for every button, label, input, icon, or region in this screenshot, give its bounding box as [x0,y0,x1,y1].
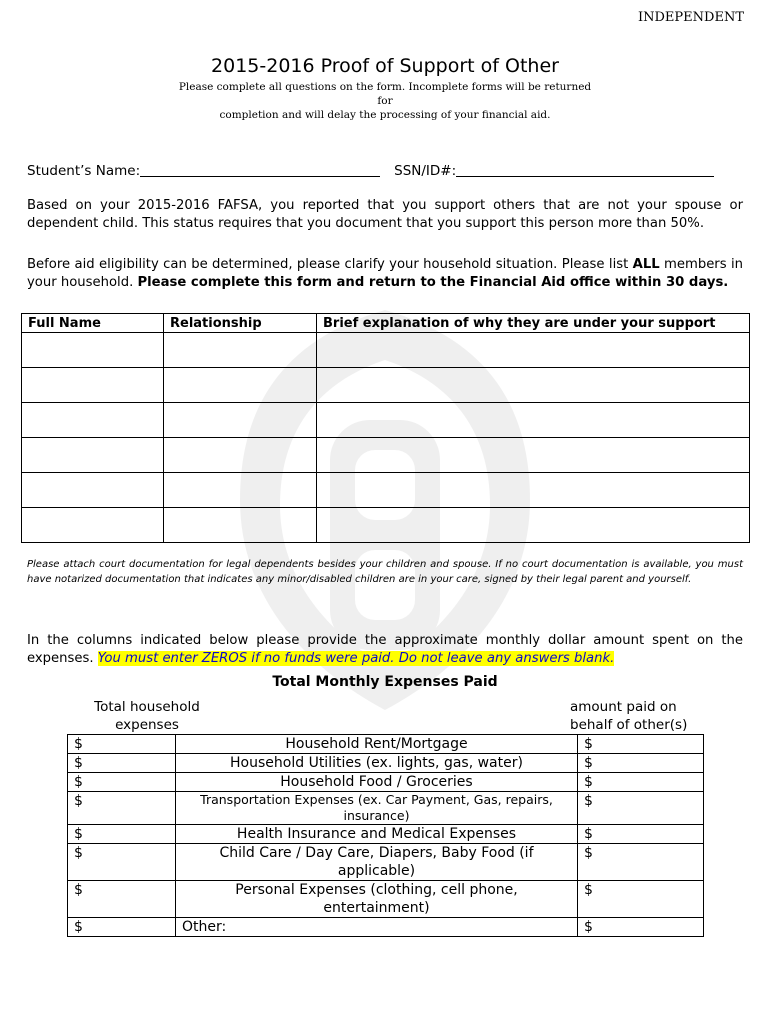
expense-label[interactable]: Other: [176,918,578,937]
explanation-cell[interactable] [317,403,750,438]
explanation-header: Brief explanation of why they are under your support [317,314,750,333]
instructions-subtitle [170,80,600,122]
explanation-cell[interactable] [317,508,750,543]
behalf-amount-cell[interactable]: $ [578,825,704,844]
relationship-header: Relationship [164,314,317,333]
independent-label: INDEPENDENT [638,10,744,25]
total-amount-cell[interactable]: $ [68,735,176,754]
expense-label: Child Care / Day Care, Diapers, Baby Food (if applicable) [176,844,578,881]
explanation-cell[interactable] [317,368,750,403]
full-name-cell[interactable] [22,438,164,473]
table-row [22,438,750,473]
expenses-table [67,734,704,937]
relationship-cell[interactable] [164,368,317,403]
expenses-title: Total Monthly Expenses Paid [272,674,498,690]
ssn-label: SSN/ID#: [394,163,457,179]
all-emphasis: ALL [632,257,660,272]
fafsa-paragraph: Based on your 2015-2016 FAFSA, you reported that you support others that are not your spouse or dependent child. This status requires that you document that you support this person more than 50%. [27,198,743,231]
total-amount-cell[interactable]: $ [68,881,176,918]
relationship-cell[interactable] [164,403,317,438]
ssn-field[interactable] [456,162,714,177]
subtitle-line: completion and will delay the processing of your financial aid. [219,109,551,121]
total-amount-cell[interactable]: $ [68,844,176,881]
behalf-amount-cell[interactable]: $ [578,844,704,881]
full-name-cell[interactable] [22,508,164,543]
expense-label: Transportation Expenses (ex. Car Payment, Gas, repairs, insurance) [176,792,578,825]
amount-paid-header [570,698,710,734]
student-info-line [27,162,714,179]
household-members-table [21,313,750,543]
table-row [22,403,750,438]
explanation-cell[interactable] [317,473,750,508]
total-household-header [72,698,222,734]
total-amount-cell[interactable]: $ [68,825,176,844]
table-row [22,368,750,403]
return-deadline-text: Please complete this form and return to the Financial Aid office within 30 days. [137,275,729,290]
table-row [22,508,750,543]
table-row [68,773,704,792]
header-line: Total household [94,699,200,715]
table-row [68,792,704,825]
behalf-amount-cell[interactable]: $ [578,881,704,918]
header-line: expenses [115,717,179,733]
relationship-cell[interactable] [164,508,317,543]
subtitle-line: Please complete all questions on the form. Incomplete forms will be returned for [178,81,592,107]
behalf-amount-cell[interactable]: $ [578,735,704,754]
zeros-warning-highlight: You must enter ZEROS if no funds were paid. Do not leave any answers blank. [97,651,615,666]
table-row [22,473,750,508]
total-amount-cell[interactable]: $ [68,773,176,792]
table-row [22,333,750,368]
expense-label: Personal Expenses (clothing, cell phone, entertainment) [176,881,578,918]
explanation-cell[interactable] [317,333,750,368]
total-amount-cell[interactable]: $ [68,754,176,773]
documentation-note: Please attach court documentation for legal dependents besides your children and spouse. If no court documentation is available, you must have notarized documentation that indicates any minor/disabled children are in your care, signed by their legal parent and yourself. [27,559,743,585]
page-title: 2015-2016 Proof of Support of Other [211,55,559,77]
household-paragraph [27,256,743,292]
full-name-cell[interactable] [22,403,164,438]
household-text: members in your household. [27,257,743,290]
full-name-header: Full Name [22,314,164,333]
table-row [68,918,704,937]
relationship-cell[interactable] [164,333,317,368]
header-line: amount paid on [570,699,677,715]
full-name-cell[interactable] [22,473,164,508]
relationship-cell[interactable] [164,438,317,473]
total-amount-cell[interactable]: $ [68,918,176,937]
household-text: Before aid eligibility can be determined, please clarify your household situation. Please list [27,257,633,272]
full-name-cell[interactable] [22,333,164,368]
expenses-intro [27,632,743,668]
behalf-amount-cell[interactable]: $ [578,918,704,937]
table-row [68,735,704,754]
table-row [68,754,704,773]
student-name-field[interactable] [140,162,380,177]
total-amount-cell[interactable]: $ [68,792,176,825]
expense-label: Household Rent/Mortgage [176,735,578,754]
header-line: behalf of other(s) [570,717,688,733]
table-header-row [22,314,750,333]
table-row [68,881,704,918]
student-name-label: Student’s Name: [27,163,141,179]
behalf-amount-cell[interactable]: $ [578,792,704,825]
full-name-cell[interactable] [22,368,164,403]
expenses-intro-text: In the columns indicated below please provide the approximate monthly dollar amount spent on the expenses. [27,633,743,666]
table-row [68,825,704,844]
relationship-cell[interactable] [164,473,317,508]
behalf-amount-cell[interactable]: $ [578,773,704,792]
table-row [68,844,704,881]
behalf-amount-cell[interactable]: $ [578,754,704,773]
expense-label: Household Food / Groceries [176,773,578,792]
expense-label: Household Utilities (ex. lights, gas, water) [176,754,578,773]
expense-label: Health Insurance and Medical Expenses [176,825,578,844]
explanation-cell[interactable] [317,438,750,473]
